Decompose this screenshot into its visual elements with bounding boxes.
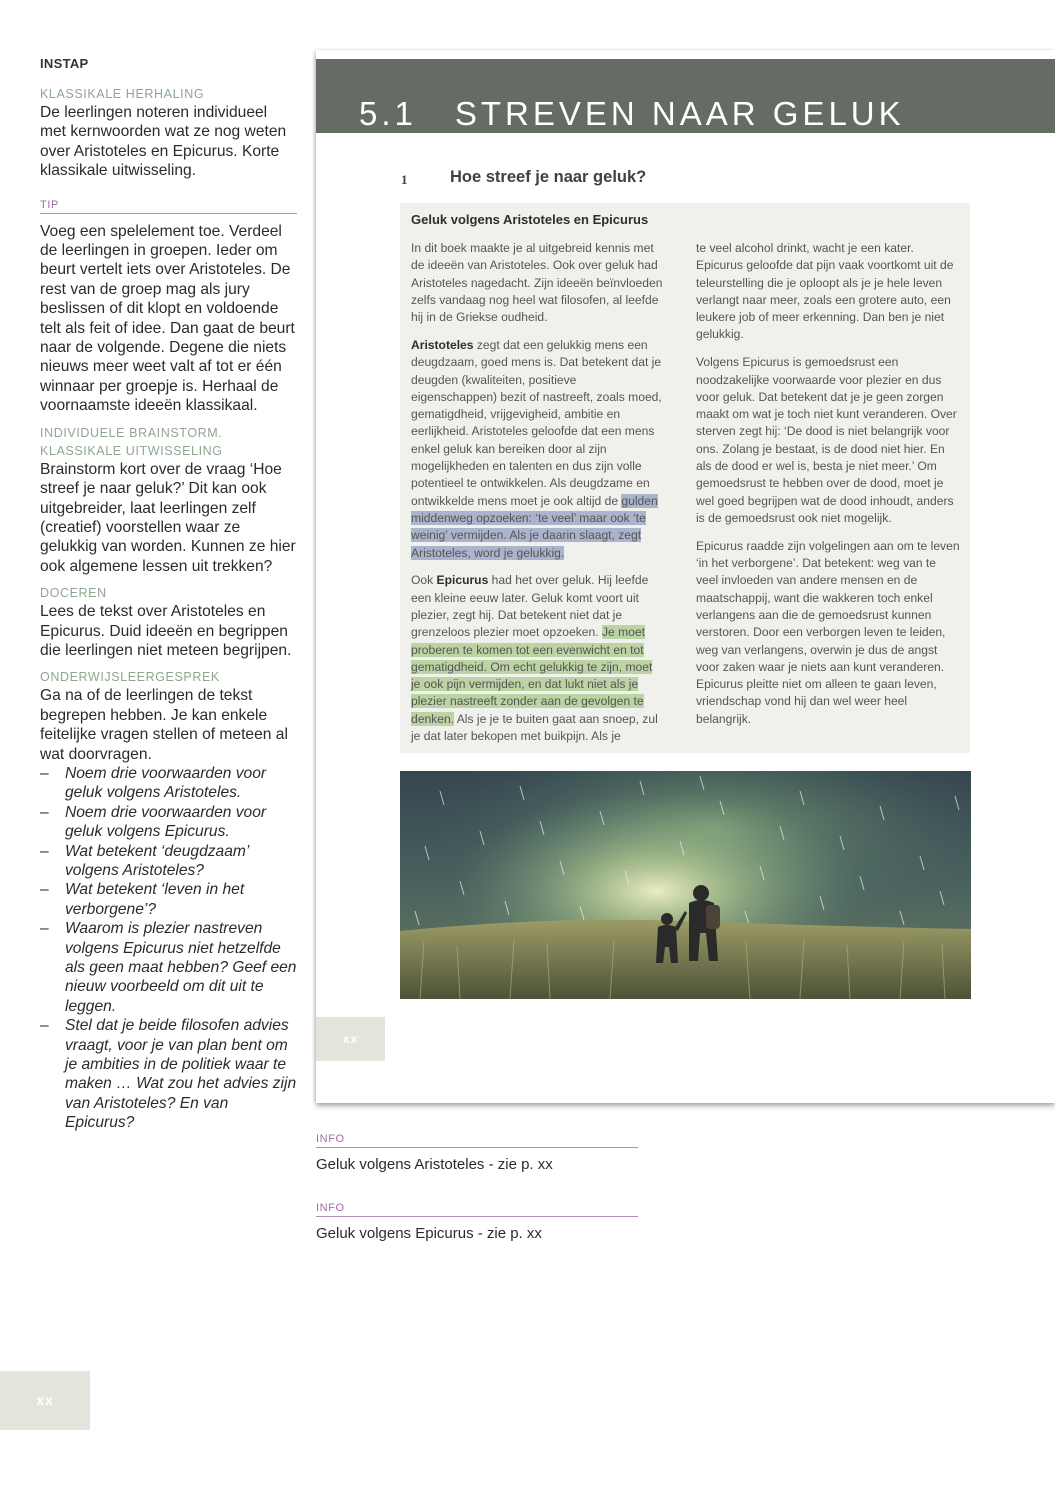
paragraph: In dit boek maakte je al uitgebreid kennis met de ideeën van Aristoteles. Ook over geluk had Aristoteles nagedacht. Zijn ideeën beïnvloeden zelfs vandaag nog heel wat filosofen, al leefde hij in de Griekse oudheid. [411, 241, 663, 325]
info-link[interactable]: Geluk volgens Aristoteles - zie p. xx [316, 1156, 553, 1173]
list-item: – Waarom is plezier nastreven volgens Epicurus niet hetzelfde als geen maat hebben? Geef een nieuw voorbeeld om dit uit te leggen. [40, 920, 297, 1015]
instap-heading: INSTAP [40, 56, 89, 71]
chapter-title [359, 95, 905, 133]
bold-term: Epicurus [436, 573, 489, 588]
text-box [400, 203, 970, 753]
student-page [316, 50, 1055, 1103]
paragraph: te veel alcohol drinkt, wacht je een kater. Epicurus geloofde dat pijn vaak voortkomt uit de teleurstelling die je oploopt als je je hele leven verlangt naar meer, zoals een grotere auto, een leukere job of meer erkenning. Dan ben je niet gelukkig. [696, 241, 954, 342]
question-number: 1 [401, 172, 408, 187]
tip-label: TIP [40, 199, 297, 214]
paragraph: Volgens Epicurus is gemoedsrust een noodzakelijke voorwaarde voor plezier en dus voor geluk. Dat betekent dat je je geen zorgen maakt om wat je toch niet kunt veranderen. Over sterven zegt hij: ‘De dood is niet belangrijk voor ons. Zolang je bestaat, is de dood niet hier. En als de dood er wel is, besta je niet meer.’ Om gemoedsrust te hebben over de dood, moet je wel goed begrijpen wat de dood inhoudt, anders is de gemoedsrust ook niet mogelijk. [696, 355, 957, 525]
tip-text: Voeg een spelelement toe. Verdeel de leerlingen in groepen. Ieder om beurt vertelt iets over Aristoteles. De rest van de groep mag als jury beslissen of dit klopt en voldoende telt als feit of idee. Dan gaat de beurt naar de volgende. Degene die niets nieuws meer weet valt af tot er één winnaar per groepje is. Herhaal de voornaamste ideeën klassikaal. [40, 222, 295, 415]
text-column-left [411, 240, 663, 756]
info-reference-aristoteles [316, 1133, 638, 1173]
bold-term: Aristoteles [411, 337, 474, 352]
list-item: – Noem drie voorwaarden voor geluk volgens Aristoteles. [40, 764, 267, 802]
section-label: KLASSIKALE UITWISSELING [40, 443, 223, 458]
section-text: Brainstorm kort over de vraag ‘Hoe streef je naar geluk?’ Dit kan ook uitgebreider, laat leerlingen zelf (creatief) voorstellen waar ze gelukkig van worden. Kunnen ze hier ook algemene lessen uit trekken? [40, 460, 296, 575]
highlight-blue: gulden middenweg opzoeken: ‘te veel’ maar ook ‘te weinig’ vermijden. Als je daarin slaagt, zegt Aristoteles, word je gelukkig. [411, 493, 658, 560]
info-label: INFO [316, 1202, 638, 1217]
text-column-right [696, 240, 960, 739]
section-text: Lees de tekst over Aristoteles en Epicurus. Duid ideeën en begrippen die leerlingen niet meteen begrijpen. [40, 603, 292, 659]
chapter-name: STREVEN NAAR GELUK [454, 95, 905, 132]
info-label: INFO [316, 1133, 638, 1148]
list-item: – Wat betekent ‘leven in het verborgene’? [40, 881, 245, 918]
section-text: Ga na of de leerlingen de tekst begrepen hebben. Je kan enkele feitelijke vragen stellen of meteen al wat doorvragen. [40, 687, 288, 763]
section-text: De leerlingen noteren individueel met kernwoorden wat ze nog weten over Aristoteles en Epicurus. Korte klassikale uitwisseling. [40, 104, 287, 180]
teacher-column [40, 56, 297, 1133]
box-title: Geluk volgens Aristoteles en Epicurus [411, 212, 649, 227]
section-onderwijsleergesprek [40, 668, 297, 1132]
section-label: DOCEREN [40, 586, 107, 601]
list-item: – Noem drie voorwaarden voor geluk volgens Epicurus. [40, 803, 267, 841]
teacher-page-number: xx [0, 1371, 90, 1430]
highlight-green: Je moet proberen te komen tot een evenwicht en tot gematigdheid. Om echt gelukkig te zijn, moet je ook pijn vermijden, en dat lukt niet als je plezier nastreeft zonder aan de gevolgen te denken. [411, 625, 653, 726]
info-link[interactable]: Geluk volgens Epicurus - zie p. xx [316, 1225, 542, 1242]
question-list [40, 764, 297, 1133]
section-tip [40, 199, 297, 416]
page-number: xx [316, 1017, 385, 1061]
chapter-banner [316, 59, 1055, 133]
paragraph: Aristoteles zegt dat een gelukkig mens een deugdzaam, goed mens is. Dat betekent dat je deugden (kwaliteiten, positieve eigenschappen) bezit of nastreeft, zoals moed, gematigdheid, vrijgevigheid, ambitie en eerlijkheid. Aristoteles geloofde dat een mens enkel geluk kan bereiken door al zijn mogelijkheden en talenten en dus zijn volle potentieel te ontwikkelen. Als deugdzame en ontwikkelde mens moet je ook altijd de gulden middenweg opzoeken: ‘te veel’ maar ook ‘te weinig’ vermijden. Als je daarin slaagt, zegt Aristoteles, word je gelukkig. [411, 337, 662, 560]
question-title: Hoe streef je naar geluk? [450, 168, 647, 186]
info-reference-epicurus [316, 1202, 638, 1242]
section-label: ONDERWIJSLEERGESPREK [40, 670, 220, 685]
chapter-number: 5.1 [359, 95, 417, 132]
section-label: KLASSIKALE HERHALING [40, 87, 205, 101]
illustration-children-starfall [400, 771, 971, 999]
section-doceren [40, 584, 297, 660]
paragraph: Epicurus raadde zijn volgelingen aan om te leven ‘in het verborgene’. Dat betekent: weg van te veel invloeden van andere mensen en de maatschappij, want die wakkeren toch enkel verlangens aan die de gemoedsrust kunnen verstoren. Door een verborgen leven te leiden, weg van verlangens, overwin je dus de angst voor zaken waar je niets aan kunt veranderen. Epicurus pleitte niet om alleen te gaan leven, vriendschap vond hij dan wel weer heel belangrijk. [696, 538, 960, 726]
section-brainstorm [40, 424, 297, 576]
list-item: – Wat betekent ‘deugdzaam’ volgens Aristoteles? [40, 842, 249, 879]
list-item: – Stel dat je beide filosofen advies vraagt, voor je van plan bent om je ambities in de politiek waar te maken … Wat zou het advies zijn van Aristoteles? En van Epicurus? [40, 1017, 297, 1132]
paragraph: Ook Epicurus had het over geluk. Hij leefde een kleine eeuw later. Geluk komt voort uit plezier, zegt hij. Dat betekent niet dat je grenzeloos plezier moet opzoeken. Je moet proberen te komen tot een evenwicht en tot gematigdheid. Om echt gelukkig te zijn, moet je ook pijn vermijden, en dat lukt niet als je plezier nastreeft zonder aan de gevolgen te denken. Als je je te buiten gaat aan snoep, zul je dat later bekopen met buikpijn. Als je [411, 573, 658, 744]
section-klassikale-herhaling [40, 85, 297, 181]
section-label: INDIVIDUELE BRAINSTORM. [40, 425, 223, 440]
